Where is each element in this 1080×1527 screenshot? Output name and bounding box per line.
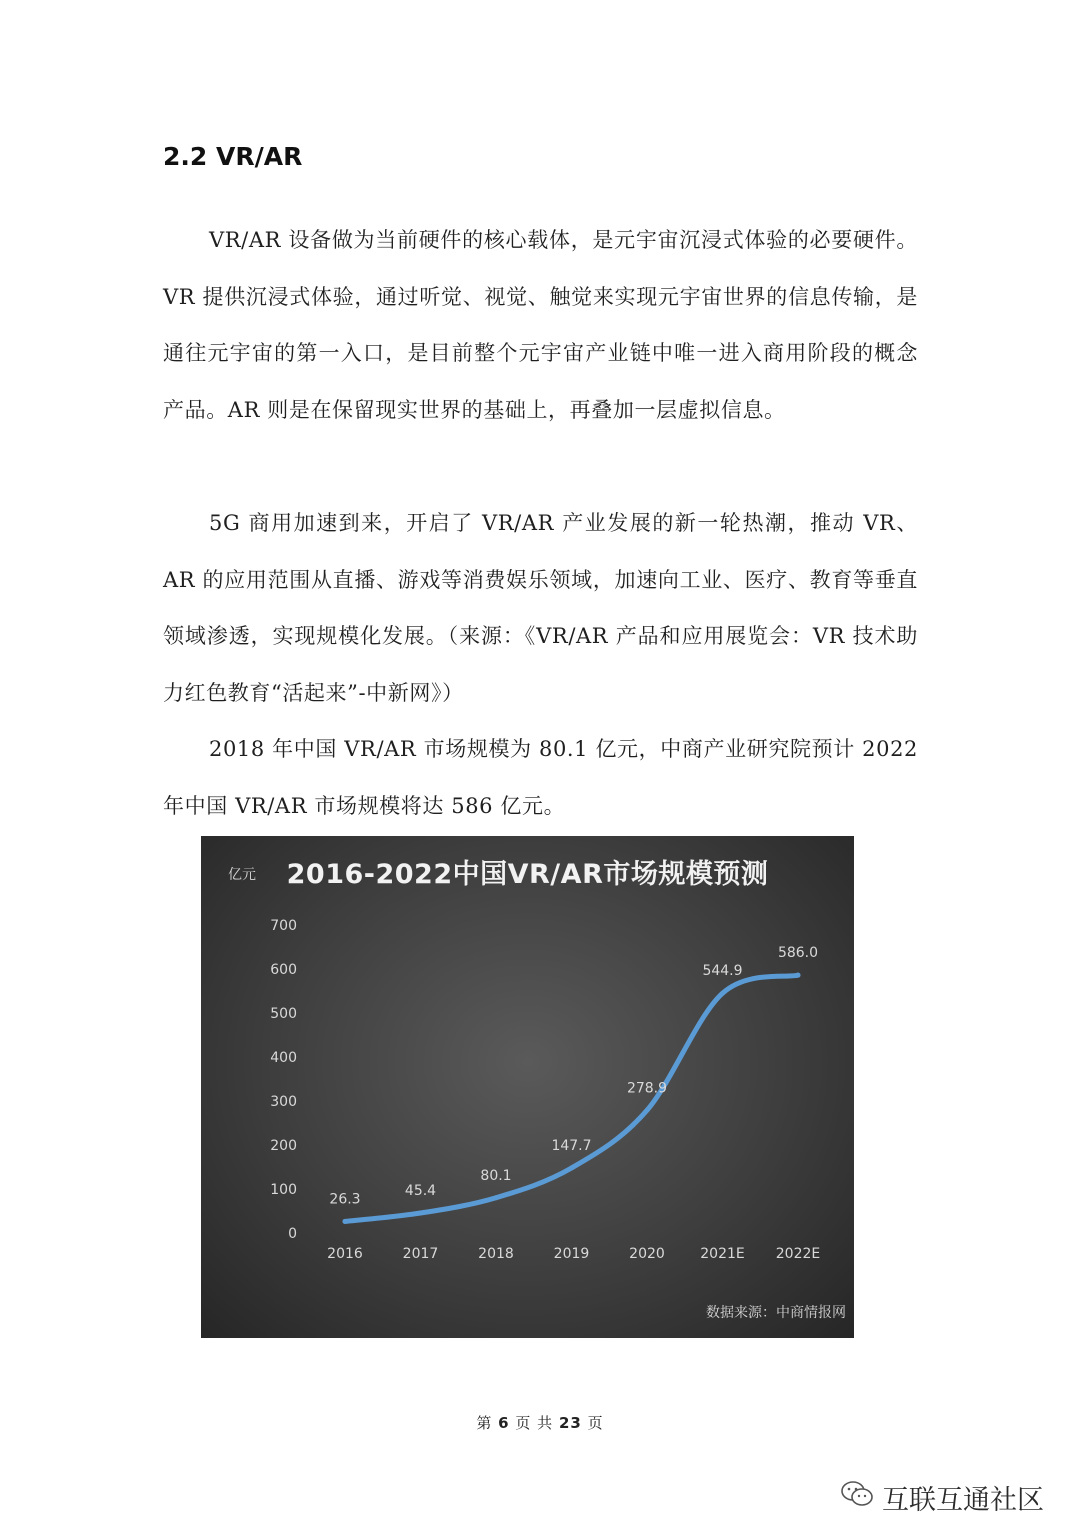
- data-point: [494, 1195, 499, 1200]
- x-tick-label: 2020: [629, 1246, 665, 1262]
- footer-prefix: 第: [476, 1414, 493, 1432]
- chart-source: 数据来源：中商情报网: [706, 1305, 846, 1321]
- y-tick-label: 500: [270, 1006, 297, 1022]
- data-label: 586.0: [777, 945, 819, 962]
- x-tick-label: 2017: [402, 1246, 439, 1262]
- data-label: 544.9: [702, 963, 743, 980]
- market-size-chart: [201, 836, 854, 1338]
- x-tick-label: 2021E: [700, 1246, 745, 1262]
- data-label: 45.4: [404, 1183, 437, 1200]
- data-point: [569, 1166, 574, 1171]
- y-tick-label: 0: [288, 1226, 297, 1242]
- data-point: [343, 1219, 348, 1224]
- data-label: 80.1: [480, 1167, 512, 1184]
- footer-suffix: 页: [587, 1414, 604, 1432]
- x-tick-label: 2016: [327, 1246, 363, 1262]
- y-tick-label: 300: [270, 1094, 297, 1110]
- data-label: 26.3: [329, 1191, 361, 1208]
- data-point: [418, 1211, 423, 1216]
- paragraph-1: VR/AR 设备做为当前硬件的核心载体，是元宇宙沉浸式体验的必要硬件。VR 提供沉浸式体验，通过听觉、视觉、触觉来实现元宇宙世界的信息传输，是通往元宇宙的第一入口，是目前整个元宇宙产业链中唯一进入商用阶段的概念产品。AR 则是在保留现实世界的基础上，再叠加一层虚拟信息。: [163, 228, 918, 422]
- wechat-watermark: [840, 1478, 1044, 1517]
- x-tick-label: 2022E: [775, 1246, 821, 1262]
- data-point: [645, 1108, 650, 1113]
- paragraph-2: 5G 商用加速到来，开启了 VR/AR 产业发展的新一轮热潮，推动 VR、AR 的应用范围从直播、游戏等消费娱乐领域，加速向工业、医疗、教育等垂直领域渗透，实现规模化发展。（来源：《VR/AR 产品和应用展览会：VR 技术助力红色教育“活起来”-中新网》）: [163, 511, 918, 705]
- page-footer: [0, 1412, 1080, 1433]
- current-page-number: 6: [498, 1414, 510, 1432]
- y-tick-label: 400: [270, 1050, 297, 1066]
- chart-plot-area: [201, 836, 854, 1338]
- data-label: 278.9: [626, 1080, 668, 1097]
- chart-title: 2016-2022中国VR/AR市场规模预测: [286, 859, 769, 890]
- section-heading: 2.2 VR/AR: [163, 142, 303, 171]
- y-tick-label: 700: [270, 918, 297, 934]
- y-tick-label: 600: [270, 962, 297, 978]
- data-point: [796, 973, 801, 978]
- wechat-icon: [840, 1480, 874, 1515]
- paragraph-3: 2018 年中国 VR/AR 市场规模为 80.1 亿元，中商产业研究院预计 2022 年中国 VR/AR 市场规模将达 586 亿元。: [163, 737, 918, 818]
- watermark-text: 互联互通社区: [882, 1485, 1044, 1516]
- footer-middle: 页 共: [515, 1414, 554, 1432]
- y-tick-label: 200: [270, 1138, 297, 1154]
- y-tick-label: 100: [270, 1182, 297, 1198]
- data-label: 147.7: [551, 1138, 592, 1155]
- total-page-number: 23: [558, 1414, 582, 1432]
- y-axis-unit-label: 亿元: [228, 867, 256, 883]
- x-tick-label: 2018: [478, 1246, 514, 1262]
- x-tick-label: 2019: [553, 1246, 590, 1262]
- data-point: [720, 991, 725, 996]
